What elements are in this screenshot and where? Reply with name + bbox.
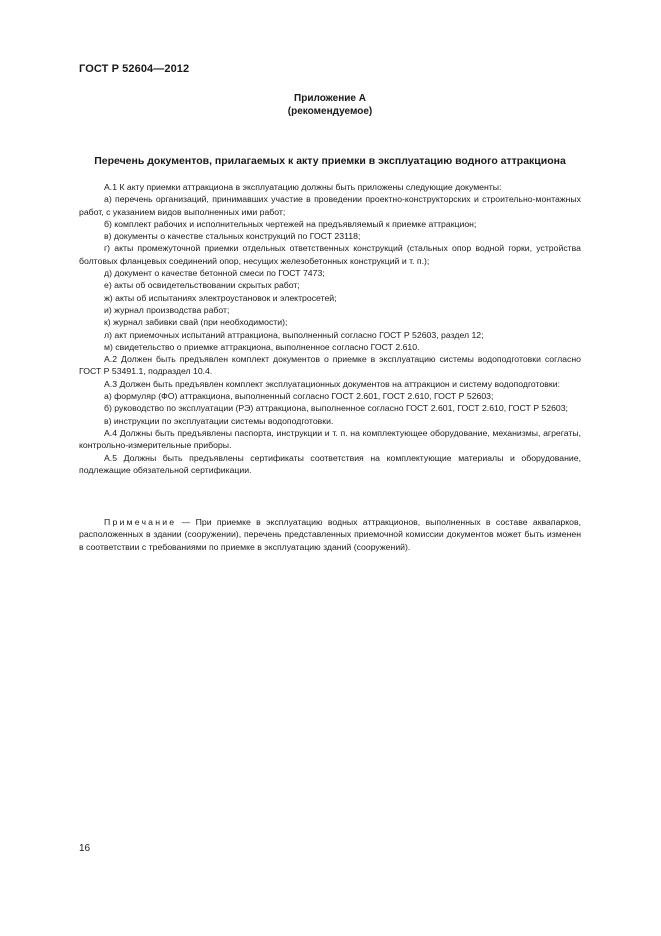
paragraph-item: б) руководство по эксплуатации (РЭ) аттракциона, выполненное согласно ГОСТ 2.601, ГОСТ 2.610, ГОСТ Р 52603; [104, 403, 568, 414]
annex-title: Приложение А [294, 93, 366, 104]
paragraph-a5: А.5 Должны быть предъявлены сертификаты соответствия на комплектующие материалы и оборудование, подлежащие обязательной сертификации. [79, 452, 581, 475]
paragraph-a4: А.4 Должны быть предъявлены паспорта, инструкции и т. п. на комплектующее оборудование, механизмы, агрегаты, контрольно-измерительные приборы. [79, 427, 581, 451]
note-paragraph [79, 516, 581, 553]
note-label: Примечание [104, 517, 177, 527]
paragraph-item: е) акты об освидетельствовании скрытых работ; [104, 280, 300, 291]
standard-code: ГОСТ Р 52604—2012 [79, 63, 190, 75]
paragraph-item: в) инструкции по эксплуатации системы водоподготовки. [104, 415, 334, 426]
paragraph-item: и) журнал производства работ; [104, 304, 230, 315]
paragraph-item: д) документ о качестве бетонной смеси по ГОСТ 7473; [104, 268, 325, 279]
paragraph-item: м) свидетельство о приемке аттракциона, выполненное согласно ГОСТ 2.610. [104, 341, 420, 352]
paragraph-item: ж) акты об испытаниях электроустановок и электросетей; [104, 292, 337, 303]
document-title: Перечень документов, прилагаемых к акту приемки в эксплуатацию водного аттракциона [94, 155, 566, 167]
paragraph-item: б) комплект рабочих и исполнительных чертежей на предъявляемый к приемке аттракцион; [104, 218, 477, 229]
paragraph-item: а) формуляр (ФО) аттракциона, выполненный согласно ГОСТ 2.601, ГОСТ 2.610, ГОСТ Р 52603; [104, 391, 494, 402]
paragraph-item: в) документы о качестве стальных конструкций по ГОСТ 23118; [104, 231, 361, 242]
paragraph-a1: А.1 К акту приемки аттракциона в эксплуатацию должны быть приложены следующие документы: [104, 182, 502, 192]
paragraph-a2: А.2 Должен быть предъявлен комплект документов о приемке в эксплуатацию системы водоподготовки согласно ГОСТ Р 53491.1, подраздел 10.4. [79, 354, 581, 377]
page-number: 16 [79, 843, 91, 854]
annex-heading [79, 92, 581, 118]
note-text: — При приемке в эксплуатацию водных аттракционов, выполненных в составе аквапарков, расположенных в здании (сооружении), перечень представленных приемочной комиссии документов может быть изменен в соответствии с требованиями по приемке в эксплуатацию зданий (сооружений). [79, 517, 581, 552]
document-body [79, 181, 581, 476]
paragraph-a3: А.3 Должен быть предъявлен комплект эксплуатационных документов на аттракцион и систему водоподготовки: [104, 378, 560, 389]
paragraph-item: г) акты промежуточной приемки отдельных ответственных конструкций (стальных опор водной горки, устройства болтовых фланцевых соединений опор, несущих железобетонных конструкций и т. п.); [79, 243, 581, 266]
paragraph-item: л) акт приемочных испытаний аттракциона, выполненный согласно ГОСТ Р 52603, раздел 12; [104, 329, 484, 340]
paragraph-item: к) журнал забивки свай (при необходимости); [104, 317, 288, 328]
paragraph-item: а) перечень организаций, принимавших участие в проведении проектно-конструкторских и строительно-монтажных работ, с указанием видов выполненных ими работ; [79, 194, 581, 217]
note-block [79, 516, 581, 553]
annex-status: (рекомендуемое) [287, 106, 373, 117]
